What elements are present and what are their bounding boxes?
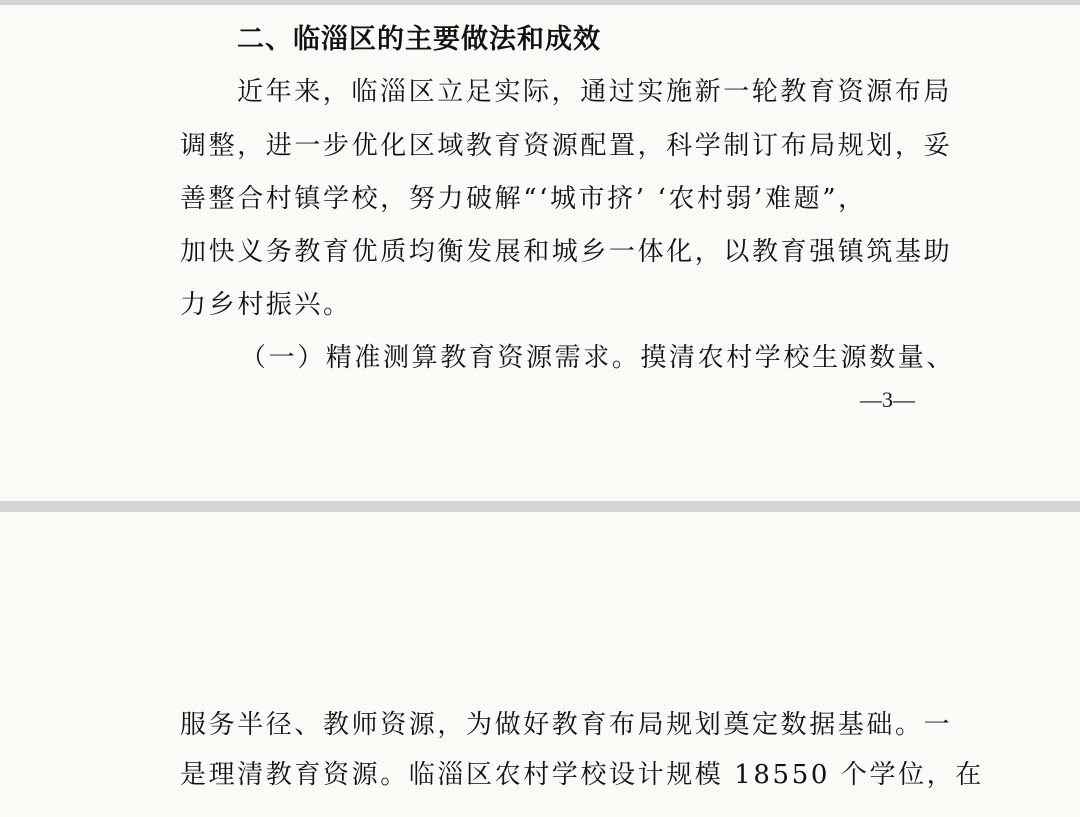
paragraph-line-3: 善整合村镇学校，努力破解“‘城市挤’ ‘农村弱’难题”， — [180, 184, 867, 214]
paragraph-line-5: 力乡村振兴。 — [180, 290, 352, 320]
section-heading: 二、临淄区的主要做法和成效 — [237, 24, 601, 55]
subsection-line: （一）精准测算教育资源需求。摸清农村学校生源数量、 — [240, 343, 956, 373]
paragraph-line-6: 服务半径、教师资源，为做好教育布局规划奠定数据基础。一 — [180, 710, 953, 740]
page-number: —3— — [860, 387, 915, 412]
paragraph-line-7: 是理清教育资源。临淄区农村学校设计规模 18550 个学位，在 — [180, 760, 984, 790]
document-page-4 — [0, 512, 1080, 817]
paragraph-line-1: 近年来，临淄区立足实际，通过实施新一轮教育资源布局 — [237, 77, 953, 107]
document-page-3 — [0, 5, 1080, 501]
paragraph-line-2: 调整，进一步优化区域教育资源配置，科学制订布局规划，妥 — [180, 131, 953, 161]
paragraph-line-4: 加快义务教育优质均衡发展和城乡一体化，以教育强镇筑基助 — [180, 237, 953, 267]
